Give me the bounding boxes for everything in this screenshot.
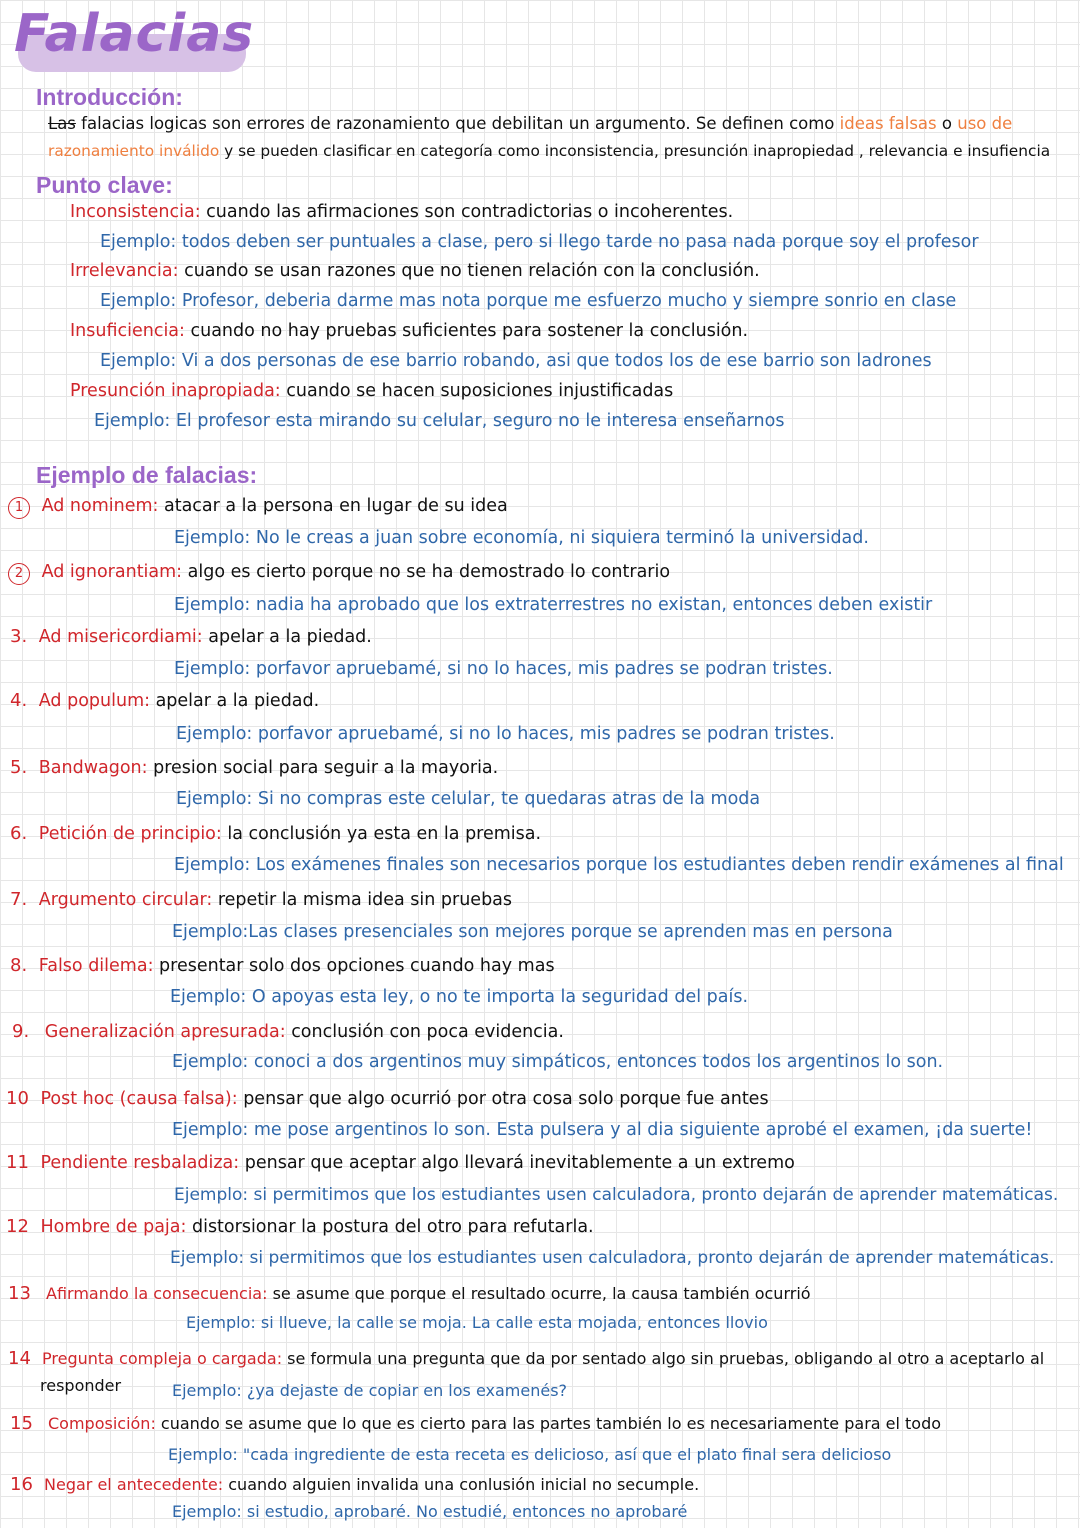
fallacy-example: Ejemplo:Las clases presenciales son mejores porque se aprenden mas en persona xyxy=(172,922,893,942)
fallacy-example: Ejemplo: Si no compras este celular, te quedaras atras de la moda xyxy=(176,789,761,809)
fallacy-example: Ejemplo: Los exámenes finales son necesarios porque los estudiantes deben rendir exámenes al final xyxy=(174,855,1064,875)
fallacy-number: 2 xyxy=(8,563,30,585)
key-term: Irrelevancia: xyxy=(70,261,179,281)
fallacy-term: Afirmando la consecuencia: xyxy=(46,1284,268,1303)
fallacy-term: Falso dilema: xyxy=(38,956,154,976)
key-def: cuando no hay pruebas suficientes para sostener la conclusión. xyxy=(184,321,749,341)
intro-text-1: falacias logicas son errores de razonamiento que debilitan un argumento. Se definen como xyxy=(75,114,840,133)
key-def: cuando se usan razones que no tienen relación con la conclusión. xyxy=(178,261,760,281)
fallacy-def: distorsionar la postura del otro para refutarla. xyxy=(186,1217,594,1237)
intro-heading: Introducción: xyxy=(36,84,183,110)
fallacy-term: Composición: xyxy=(48,1414,156,1433)
fallacy-item xyxy=(10,1474,699,1495)
fallacy-term: Ad misericordiami: xyxy=(38,627,203,647)
fallacy-term: Ad nominem: xyxy=(41,496,159,516)
fallacy-item xyxy=(6,1152,795,1173)
key-heading: Punto clave: xyxy=(36,172,173,198)
intro-highlight-2a: uso de xyxy=(957,114,1013,133)
fallacy-example: Ejemplo: porfavor apruebamé, si no lo haces, mis padres se podran tristes. xyxy=(174,659,833,679)
fallacy-number: 1 xyxy=(8,497,30,519)
fallacy-def: se formula una pregunta que da por sentado algo sin pruebas, obligando al otro a aceptarlo al xyxy=(282,1349,1045,1368)
fallacy-term: Argumento circular: xyxy=(38,890,213,910)
fallacy-def: repetir la misma idea sin pruebas xyxy=(212,890,513,910)
fallacy-number: 11 xyxy=(6,1152,29,1173)
key-item-irrelevancia xyxy=(70,261,760,281)
intro-line-2 xyxy=(48,142,1050,160)
intro-line-1 xyxy=(48,114,1012,133)
fallacy-number: 4. xyxy=(10,690,28,711)
key-def: cuando se hacen suposiciones injustificadas xyxy=(280,381,674,401)
fallacy-item xyxy=(12,1021,564,1042)
fallacy-term: Bandwagon: xyxy=(38,758,148,778)
fallacy-term: Pendiente resbaladiza: xyxy=(40,1153,240,1173)
fallacy-item xyxy=(6,1088,769,1109)
intro-highlight-1: ideas falsas xyxy=(839,114,937,133)
key-example: Ejemplo: Profesor, deberia darme mas nota porque me esfuerzo mucho y siempre sonrio en clase xyxy=(100,291,957,311)
key-item-inconsistencia xyxy=(70,202,733,222)
fallacy-item xyxy=(10,690,319,711)
fallacy-term: Petición de principio: xyxy=(38,824,222,844)
fallacy-def: atacar a la persona en lugar de su idea xyxy=(158,496,508,516)
fallacy-def: presentar solo dos opciones cuando hay mas xyxy=(153,956,555,976)
fallacy-item xyxy=(10,955,555,976)
key-example: Ejemplo: todos deben ser puntuales a clase, pero si llego tarde no pasa nada porque soy el profesor xyxy=(100,232,979,252)
fallacy-number: 13 xyxy=(8,1283,31,1304)
key-term: Presunción inapropiada: xyxy=(70,381,281,401)
fallacy-term: Hombre de paja: xyxy=(40,1217,187,1237)
fallacy-number: 7. xyxy=(10,889,28,910)
fallacy-example: Ejemplo: si permitimos que los estudiantes usen calculadora, pronto dejarán de aprender matemáticas. xyxy=(174,1185,1059,1205)
fallacy-example: Ejemplo: si llueve, la calle se moja. La calle esta mojada, entonces llovio xyxy=(186,1313,768,1332)
fallacy-term: Ad populum: xyxy=(38,691,151,711)
fallacy-term: Pregunta compleja o cargada: xyxy=(42,1349,283,1368)
fallacy-number: 14 xyxy=(8,1348,31,1369)
fallacy-def: cuando se asume que lo que es cierto para las partes también lo es necesariamente para el todo xyxy=(155,1414,942,1433)
page-title-block xyxy=(14,4,254,64)
fallacy-def: apelar a la piedad. xyxy=(150,691,320,711)
fallacy-example: Ejemplo: me pose argentinos lo son. Esta pulsera y al dia siguiente aprobé el examen, ¡da suerte! xyxy=(172,1120,1033,1140)
fallacy-number: 5. xyxy=(10,757,28,778)
fallacy-def: la conclusión ya esta en la premisa. xyxy=(221,824,542,844)
fallacy-def: pensar que algo ocurrió por otra cosa solo porque fue antes xyxy=(237,1089,769,1109)
fallacy-number: 9. xyxy=(12,1021,30,1042)
fallacy-def: algo es cierto porque no se ha demostrado lo contrario xyxy=(182,562,671,582)
fallacy-item xyxy=(8,1348,1044,1369)
fallacy-def: apelar a la piedad. xyxy=(202,627,372,647)
key-def: cuando las afirmaciones son contradictorias o incoherentes. xyxy=(200,202,734,222)
fallacy-item xyxy=(8,562,670,585)
fallacy-example: Ejemplo: porfavor apruebamé, si no lo haces, mis padres se podran tristes. xyxy=(176,724,835,744)
fallacy-item xyxy=(10,889,512,910)
fallacy-number: 12 xyxy=(6,1216,29,1237)
fallacy-term: Ad ignorantiam: xyxy=(41,562,183,582)
key-example: Ejemplo: El profesor esta mirando su celular, seguro no le interesa enseñarnos xyxy=(94,411,785,431)
fallacy-number: 10 xyxy=(6,1088,29,1109)
fallacy-number: 3. xyxy=(10,626,28,647)
fallacy-def: cuando alguien invalida una conlusión inicial no secumple. xyxy=(223,1475,700,1494)
fallacy-term: Negar el antecedente: xyxy=(44,1475,224,1494)
fallacy-term: Post hoc (causa falsa): xyxy=(40,1089,238,1109)
page-title: Falacias xyxy=(14,4,255,64)
fallacy-item xyxy=(6,1216,594,1237)
fallacy-example: Ejemplo: ¿ya dejaste de copiar en los examenés? xyxy=(172,1381,568,1400)
fallacy-number: 8. xyxy=(10,955,28,976)
fallacy-example: Ejemplo: si estudio, aprobaré. No estudié, entonces no aprobaré xyxy=(172,1502,688,1521)
fallacy-example: Ejemplo: nadia ha aprobado que los extraterrestres no existan, entonces deben existir xyxy=(174,595,933,615)
fallacy-def: presion social para seguir a la mayoria. xyxy=(147,758,499,778)
fallacy-example: Ejemplo: No le creas a juan sobre economía, ni siquiera terminó la universidad. xyxy=(174,528,869,548)
fallacy-number: 15 xyxy=(10,1413,33,1434)
key-item-presuncion xyxy=(70,381,673,401)
intro-text-3: y se pueden clasificar en categoría como inconsistencia, presunción inapropiedad , relevancia e insufiencia xyxy=(219,142,1051,160)
fallacy-def: conclusión con poca evidencia. xyxy=(285,1022,564,1042)
fallacy-item xyxy=(8,1283,811,1304)
fallacy-item xyxy=(8,496,508,519)
fallacy-def-continued: responder xyxy=(40,1376,122,1395)
fallacy-def: se asume que porque el resultado ocurre, la causa también ocurrió xyxy=(267,1284,811,1303)
fallacy-number: 6. xyxy=(10,823,28,844)
key-example: Ejemplo: Vi a dos personas de ese barrio robando, asi que todos los de ese barrio son ladrones xyxy=(100,351,932,371)
fallacy-example: Ejemplo: conoci a dos argentinos muy simpáticos, entonces todos los argentinos lo son. xyxy=(172,1052,944,1072)
fallacy-item xyxy=(10,626,372,647)
intro-text-2: o xyxy=(936,114,958,133)
key-item-insuficiencia xyxy=(70,321,748,341)
fallacy-item xyxy=(10,757,498,778)
fallacy-term: Generalización apresurada: xyxy=(44,1022,286,1042)
fallacies-heading: Ejemplo de falacias: xyxy=(36,462,258,488)
fallacy-item xyxy=(10,823,541,844)
fallacy-item xyxy=(10,1413,941,1434)
fallacy-example: Ejemplo: O apoyas esta ley, o no te importa la seguridad del país. xyxy=(170,987,749,1007)
fallacy-number: 16 xyxy=(10,1474,33,1495)
intro-highlight-2b: razonamiento inválido xyxy=(48,142,220,160)
fallacy-def: pensar que aceptar algo llevará inevitablemente a un extremo xyxy=(239,1153,795,1173)
intro-strike-word: Las xyxy=(48,114,76,133)
key-term: Inconsistencia: xyxy=(70,202,201,222)
fallacy-example: Ejemplo: si permitimos que los estudiantes usen calculadora, pronto dejarán de aprender matemáticas. xyxy=(170,1248,1055,1268)
fallacy-example: Ejemplo: "cada ingrediente de esta receta es delicioso, así que el plato final sera delicioso xyxy=(168,1445,892,1464)
key-term: Insuficiencia: xyxy=(70,321,185,341)
